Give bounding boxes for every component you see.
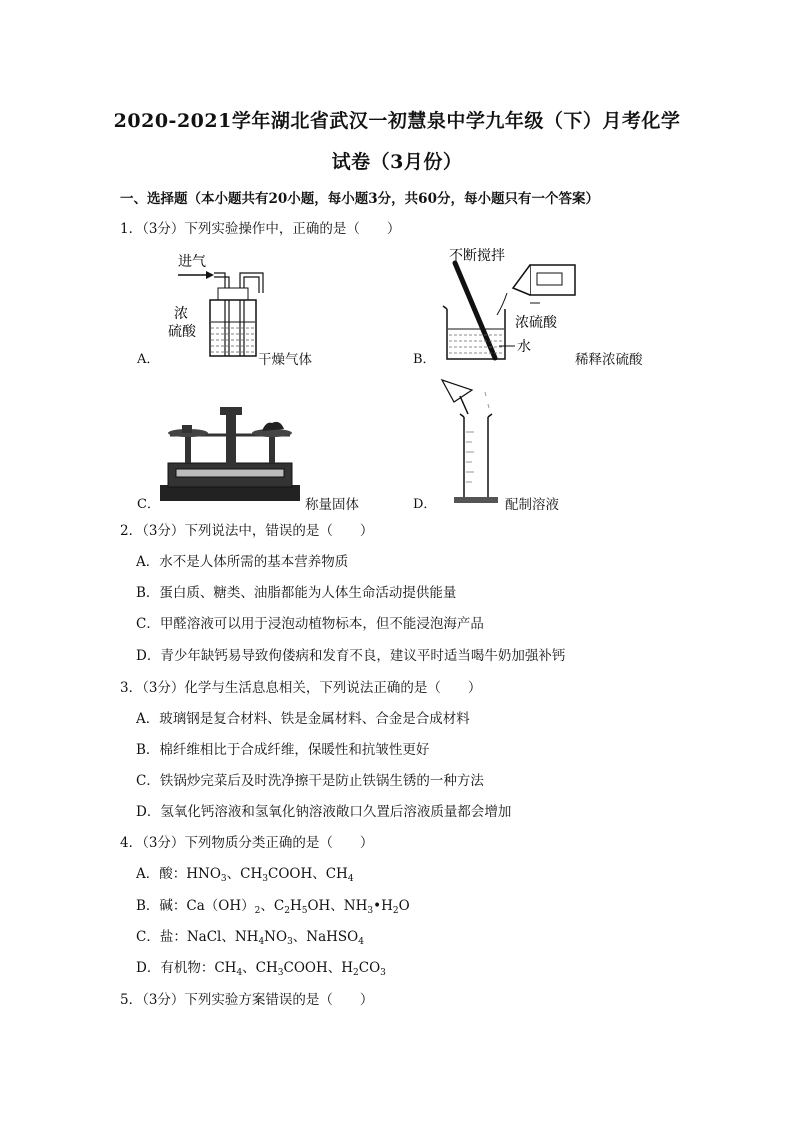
cylinder-figure xyxy=(430,372,510,507)
question-2-option: D．青少年缺钙易导致佝偻病和发育不良，建议平时适当喝牛奶加强补钙 xyxy=(136,648,566,664)
option-c-caption: 称量固体 xyxy=(305,497,359,513)
option-prefix: B．碱： xyxy=(136,898,187,914)
question-4-option-d xyxy=(136,956,386,978)
chemical-formula: NaCl、$NH_4NO_3$、NaHSO$_4$ xyxy=(186,929,364,947)
question-1-stem: 1．（3分）下列实验操作中，正确的是（ ） xyxy=(120,221,401,237)
balance-figure xyxy=(160,405,305,505)
water-label: 水 xyxy=(517,339,531,355)
stir-label: 不断搅拌 xyxy=(449,248,505,264)
acid-label-2: 硫酸 xyxy=(168,324,196,340)
question-2-option: A．水不是人体所需的基本营养物质 xyxy=(136,554,349,570)
question-2-stem: 2．（3分）下列说法中，错误的是（ ） xyxy=(120,523,374,539)
question-4-option-b xyxy=(136,894,410,916)
gas-drying-bottle-figure xyxy=(168,248,278,363)
dilute-acid-figure xyxy=(435,243,585,363)
option-prefix: D．有机物： xyxy=(136,960,215,976)
question-5-stem: 5．（3分）下列实验方案错误的是（ ） xyxy=(120,992,374,1008)
option-b-label: B． xyxy=(413,352,436,367)
question-2-option: C．甲醛溶液可以用于浸泡动植物标本，但不能浸泡海产品 xyxy=(136,616,484,632)
section-heading: 一、选择题（本小题共有20小题，每小题3分，共60分，每小题只有一个答案） xyxy=(120,191,599,207)
question-4-stem: 4．（3分）下列物质分类正确的是（ ） xyxy=(120,835,374,851)
chemical-formula: $Ca(OH)_2$、$C_2H_5OH$、$NH_3•H_2O$ xyxy=(186,898,410,916)
chemical-formula: $CH_4$、$CH_3COOH$、$H_2CO_3$ xyxy=(214,960,386,978)
acid-label-1: 浓 xyxy=(174,306,188,322)
option-b-caption: 稀释浓硫酸 xyxy=(575,352,643,368)
option-d-label: D． xyxy=(413,497,437,512)
question-3-option: A．玻璃钢是复合材料、铁是金属材料、合金是合成材料 xyxy=(136,711,470,727)
question-4-option-a xyxy=(136,862,354,884)
question-3-option: D．氢氧化钙溶液和氢氧化钠溶液敞口久置后溶液质量都会增加 xyxy=(136,804,512,820)
option-prefix: C．盐： xyxy=(136,929,187,945)
option-a-label: A． xyxy=(137,352,160,367)
option-d-caption: 配制溶液 xyxy=(505,497,559,513)
question-3-stem: 3．（3分）化学与生活息息相关，下列说法正确的是（ ） xyxy=(120,680,482,696)
page-title: 2020-2021学年湖北省武汉一初慧泉中学九年级（下）月考化学 xyxy=(113,110,681,132)
question-2-option: B．蛋白质、糖类、油脂都能为人体生命活动提供能量 xyxy=(136,585,457,601)
question-3-option: C．铁锅炒完菜后及时洗净擦干是防止铁锅生锈的一种方法 xyxy=(136,773,484,789)
page-subtitle: 试卷（3月份） xyxy=(331,151,463,173)
acid-label: 浓硫酸 xyxy=(515,315,557,331)
question-3-option: B．棉纤维相比于合成纤维，保暖性和抗皱性更好 xyxy=(136,742,430,758)
chemical-formula: $HNO_3$、$CH_3COOH$、$CH_4$ xyxy=(186,866,354,884)
option-c-label: C． xyxy=(137,497,160,512)
question-4-option-c xyxy=(136,925,364,947)
option-a-caption: 干燥气体 xyxy=(258,352,312,368)
option-prefix: A．酸： xyxy=(136,866,187,882)
gas-in-label: 进气 xyxy=(178,254,206,270)
